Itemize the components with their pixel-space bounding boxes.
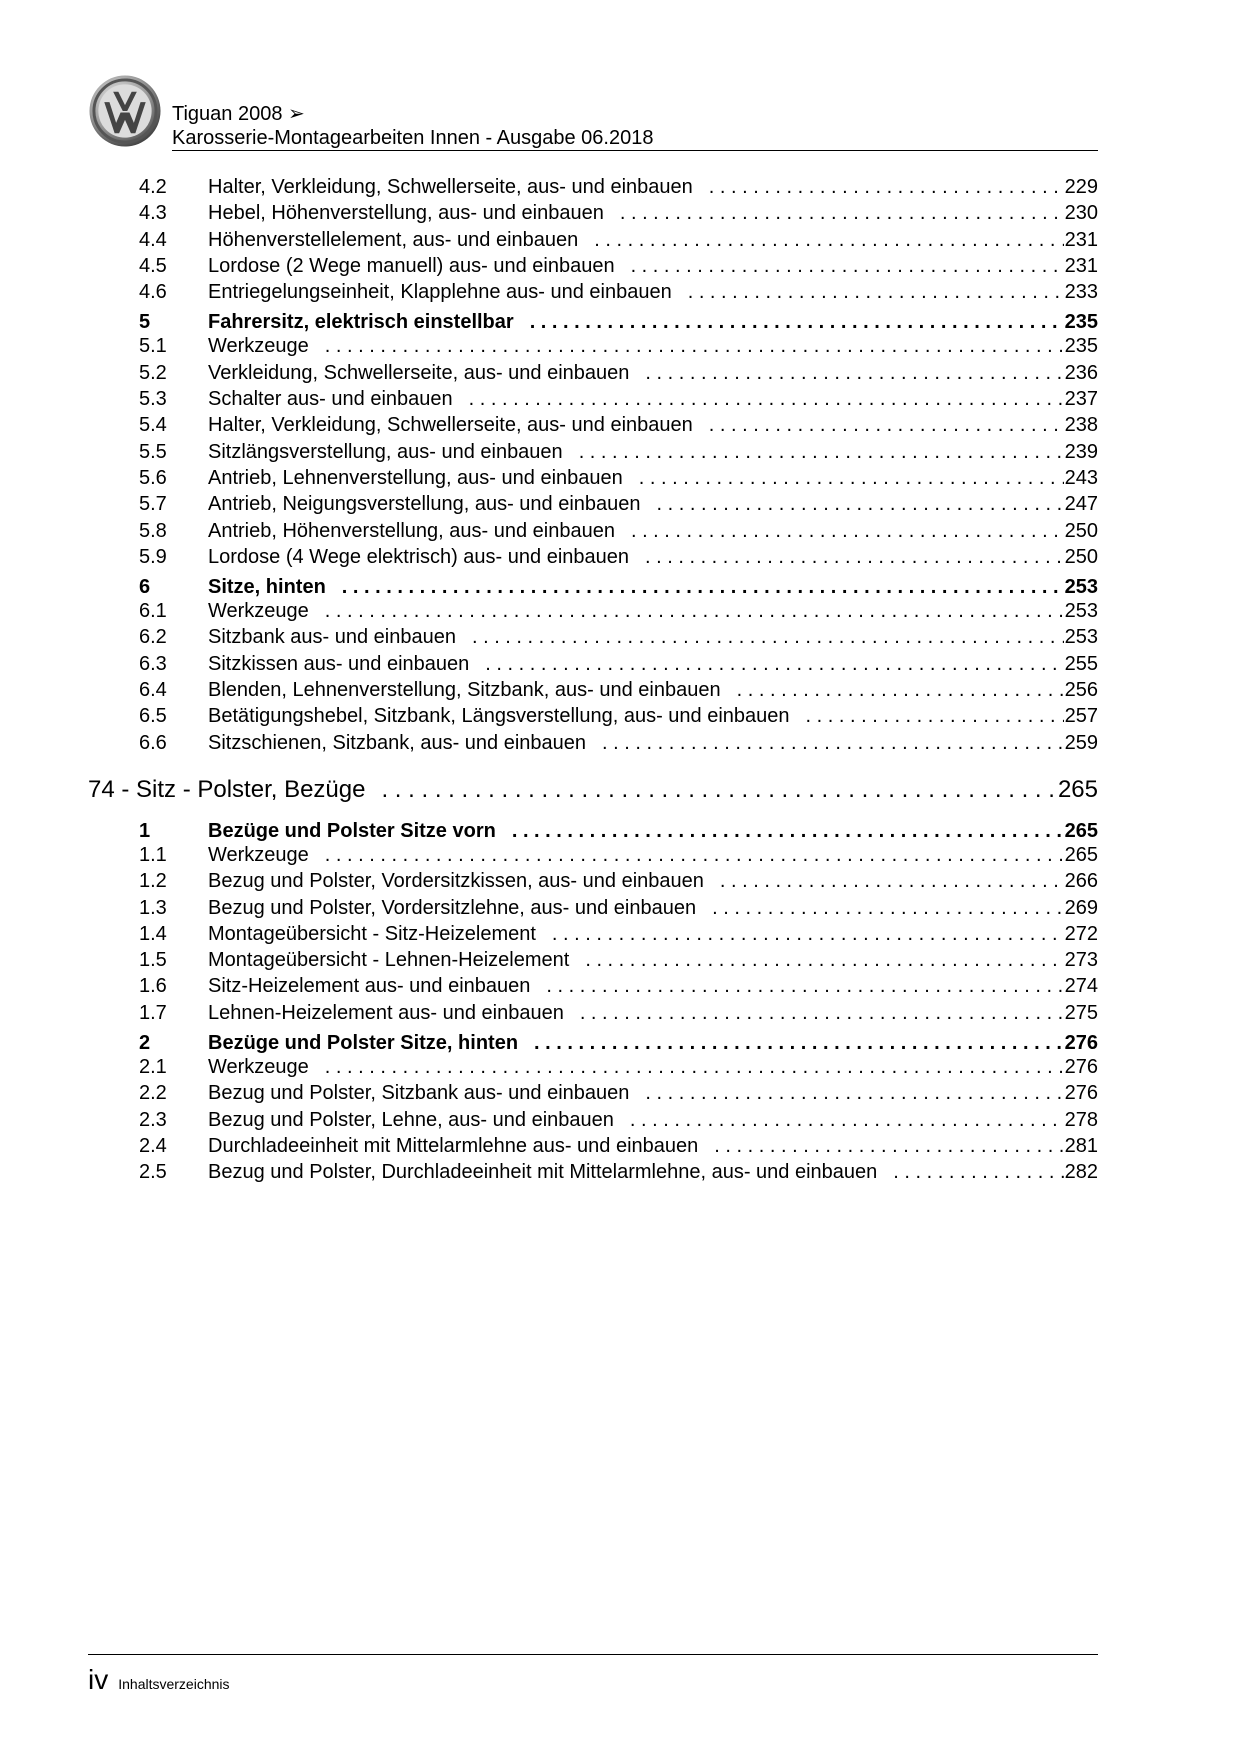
toc-page: 247: [1064, 493, 1098, 516]
toc-title: Sitzkissen aus- und einbauen: [208, 652, 470, 675]
toc-leader-dots: [485, 651, 1064, 677]
toc-page: 235: [1064, 311, 1098, 334]
toc-page: 276: [1064, 1032, 1098, 1055]
toc-entry[interactable]: [0, 947, 1240, 973]
toc-number: 1.6: [139, 975, 167, 998]
toc-leader-dots: [712, 895, 1064, 921]
toc-leader-dots: [639, 465, 1064, 491]
toc-entry[interactable]: [0, 518, 1240, 544]
header-model: Tiguan 2008 ➢: [172, 103, 305, 125]
toc-section[interactable]: [0, 305, 1240, 333]
toc-title: Werkzeuge: [208, 843, 309, 866]
toc-leader-dots: [472, 624, 1064, 650]
toc-title: Betätigungshebel, Sitzbank, Längsverstellung, aus- und einbauen: [208, 705, 790, 728]
vw-logo: [88, 74, 162, 148]
toc-entry[interactable]: [0, 1159, 1240, 1185]
toc-page: 253: [1064, 626, 1098, 649]
toc-number: 6.6: [139, 731, 167, 754]
toc-number: 5.9: [139, 545, 167, 568]
toc-page: 229: [1064, 176, 1098, 198]
toc-page: 281: [1064, 1134, 1098, 1157]
toc-number: 1.5: [139, 949, 167, 972]
toc-title: Bezüge und Polster Sitze vorn: [208, 819, 496, 842]
toc-title: Montageübersicht - Sitz-Heizelement: [208, 922, 536, 945]
toc-number: 5.4: [139, 414, 167, 437]
toc-page: 265: [1064, 843, 1098, 866]
toc-number: 5.3: [139, 388, 167, 411]
toc-leader-dots: [580, 1000, 1064, 1026]
toc-leader-dots: [620, 200, 1064, 226]
toc-leader-dots: [709, 174, 1064, 200]
toc-page: 274: [1064, 975, 1098, 998]
toc-number: 2.4: [139, 1134, 167, 1157]
toc-title: Montageübersicht - Lehnen-Heizelement: [208, 949, 570, 972]
toc-leader-dots: [325, 598, 1064, 624]
toc-entry[interactable]: [0, 1080, 1240, 1106]
toc-title: Antrieb, Neigungsverstellung, aus- und einbauen: [208, 493, 641, 516]
toc-page: 250: [1064, 519, 1098, 542]
toc-page: 256: [1064, 679, 1098, 702]
toc-number: 6.5: [139, 705, 167, 728]
toc-title: Bezug und Polster, Vordersitzkissen, aus- und einbauen: [208, 870, 704, 893]
toc-title: Sitz-Heizelement aus- und einbauen: [208, 975, 531, 998]
toc-title: Höhenverstellelement, aus- und einbauen: [208, 228, 579, 251]
toc-title: Sitzlängsverstellung, aus- und einbauen: [208, 440, 563, 463]
toc-entry[interactable]: [0, 703, 1240, 729]
toc-title: Werkzeuge: [208, 600, 309, 623]
toc-title: Fahrersitz, elektrisch einstellbar: [208, 311, 514, 334]
toc-title: Bezug und Polster, Vordersitzlehne, aus- und einbauen: [208, 896, 697, 919]
toc-number: 6: [139, 576, 151, 599]
toc-leader-dots: [806, 703, 1064, 729]
toc-number: 2.2: [139, 1082, 167, 1105]
toc-entry[interactable]: [0, 544, 1240, 570]
toc-title: Werkzeuge: [208, 335, 309, 358]
toc-number: 2: [139, 1032, 151, 1055]
toc-page: 235: [1064, 335, 1098, 358]
toc-page: 282: [1064, 1161, 1098, 1184]
toc-entry[interactable]: [0, 895, 1240, 921]
footer-rule: [88, 1654, 1098, 1655]
toc-title: Bezüge und Polster Sitze, hinten: [208, 1032, 519, 1055]
toc-number: 4.6: [139, 281, 167, 304]
toc-entry[interactable]: [0, 677, 1240, 703]
toc-entry[interactable]: [0, 253, 1240, 279]
toc-section[interactable]: [0, 1026, 1240, 1054]
toc-page: 230: [1064, 202, 1098, 225]
toc-title: Hebel, Höhenverstellung, aus- und einbauen: [208, 202, 604, 225]
toc-entry[interactable]: [0, 174, 1240, 200]
toc-number: 1.2: [139, 870, 167, 893]
toc-page: 231: [1064, 228, 1098, 251]
toc-entry[interactable]: [0, 412, 1240, 438]
page-header: [84, 72, 1098, 152]
toc-leader-dots: [325, 842, 1064, 868]
toc-entry[interactable]: [0, 1107, 1240, 1133]
toc-title: Sitze, hinten: [208, 576, 326, 599]
toc-title: Blenden, Lehnenverstellung, Sitzbank, aus- und einbauen: [208, 679, 721, 702]
toc-leader-dots: [720, 868, 1064, 894]
toc-number: 4.4: [139, 228, 167, 251]
toc-page: 276: [1064, 1056, 1098, 1079]
toc-leader-dots: [737, 677, 1064, 703]
toc-title: Bezug und Polster, Durchladeeinheit mit Mittelarmlehne, aus- und einbauen: [208, 1161, 878, 1184]
toc-page: 259: [1064, 731, 1098, 754]
toc-number: 1.7: [139, 1001, 167, 1024]
header-subtitle: Karosserie-Montagearbeiten Innen - Ausgabe 06.2018: [172, 127, 654, 149]
toc-title: Antrieb, Lehnenverstellung, aus- und einbauen: [208, 466, 623, 489]
toc-number: 6.3: [139, 652, 167, 675]
toc-page: 233: [1064, 281, 1098, 304]
toc-title: Schalter aus- und einbauen: [208, 388, 453, 411]
toc-page: 272: [1064, 922, 1098, 945]
toc-page: 257: [1064, 705, 1098, 728]
toc-number: 1.4: [139, 922, 167, 945]
table-of-contents: [0, 174, 1240, 1186]
toc-number: 2.1: [139, 1056, 167, 1079]
toc-section[interactable]: [0, 570, 1240, 598]
toc-leader-dots: [645, 360, 1064, 386]
toc-number: 4.3: [139, 202, 167, 225]
toc-page: 231: [1064, 254, 1098, 277]
page-footer: [88, 1664, 230, 1696]
toc-entry[interactable]: [0, 386, 1240, 412]
toc-entry[interactable]: [0, 651, 1240, 677]
toc-entry[interactable]: [0, 360, 1240, 386]
toc-entry[interactable]: [0, 868, 1240, 894]
toc-number: 5: [139, 311, 151, 334]
toc-page: 265: [1064, 819, 1098, 842]
toc-page: 273: [1064, 949, 1098, 972]
toc-title: Sitzschienen, Sitzbank, aus- und einbauen: [208, 731, 587, 754]
toc-title: Werkzeuge: [208, 1056, 309, 1079]
footer-page-number: iv: [88, 1664, 109, 1695]
toc-title: Durchladeeinheit mit Mittelarmlehne aus- und einbauen: [208, 1134, 699, 1157]
toc-number: 4.5: [139, 254, 167, 277]
toc-entry[interactable]: [0, 973, 1240, 999]
toc-leader-dots: [602, 730, 1064, 756]
toc-entry[interactable]: [0, 200, 1240, 226]
toc-page: 278: [1064, 1108, 1098, 1131]
toc-section[interactable]: [0, 814, 1240, 842]
toc-entry[interactable]: [0, 439, 1240, 465]
toc-number: 5.7: [139, 493, 167, 516]
toc-title: Bezug und Polster, Sitzbank aus- und einbauen: [208, 1082, 630, 1105]
toc-title: Antrieb, Höhenverstellung, aus- und einbauen: [208, 519, 615, 542]
footer-section: Inhaltsverzeichnis: [118, 1676, 230, 1692]
toc-number: 5.6: [139, 466, 167, 489]
toc-leader-dots: [714, 1133, 1064, 1159]
toc-leader-dots: [469, 386, 1064, 412]
toc-leader-dots: [552, 921, 1064, 947]
toc-leader-dots: [657, 491, 1064, 517]
header-text: [172, 102, 653, 150]
toc-leader-dots: [645, 544, 1064, 570]
toc-number: 1.3: [139, 896, 167, 919]
toc-number: 6.1: [139, 600, 167, 623]
toc-number: 2.3: [139, 1108, 167, 1131]
toc-title: Lordose (4 Wege elektrisch) aus- und einbauen: [208, 545, 629, 568]
toc-entry[interactable]: [0, 491, 1240, 517]
toc-title: Entriegelungseinheit, Klapplehne aus- und einbauen: [208, 281, 672, 304]
toc-title: Sitzbank aus- und einbauen: [208, 626, 456, 649]
toc-title: Verkleidung, Schwellerseite, aus- und einbauen: [208, 361, 630, 384]
toc-leader-dots: [631, 518, 1064, 544]
toc-number: 6.2: [139, 626, 167, 649]
toc-leader-dots: [585, 947, 1064, 973]
toc-entry[interactable]: [0, 333, 1240, 359]
toc-page: 276: [1064, 1082, 1098, 1105]
toc-chapter[interactable]: [0, 756, 1240, 814]
toc-leader-dots: [893, 1159, 1064, 1185]
toc-leader-dots: [709, 412, 1064, 438]
toc-leader-dots: [688, 279, 1064, 305]
toc-page: 243: [1064, 466, 1098, 489]
toc-number: 1: [139, 819, 151, 842]
toc-entry[interactable]: [0, 465, 1240, 491]
header-rule: [172, 150, 1098, 151]
toc-leader-dots: [579, 439, 1064, 465]
toc-title: Halter, Verkleidung, Schwellerseite, aus- und einbauen: [208, 176, 693, 198]
toc-page: 255: [1064, 652, 1098, 675]
toc-title: Halter, Verkleidung, Schwellerseite, aus- und einbauen: [208, 414, 693, 437]
toc-number: 5.2: [139, 361, 167, 384]
toc-leader-dots: [631, 253, 1064, 279]
toc-entry[interactable]: [0, 279, 1240, 305]
toc-leader-dots: [645, 1080, 1064, 1106]
toc-leader-dots: [594, 227, 1064, 253]
toc-entry[interactable]: [0, 1133, 1240, 1159]
toc-entry[interactable]: [0, 921, 1240, 947]
toc-page: 253: [1064, 600, 1098, 623]
toc-number: 5.8: [139, 519, 167, 542]
toc-page: 237: [1064, 388, 1098, 411]
toc-leader-dots: [630, 1107, 1064, 1133]
toc-title: Lehnen-Heizelement aus- und einbauen: [208, 1001, 564, 1024]
toc-page: 239: [1064, 440, 1098, 463]
toc-page: 266: [1064, 870, 1098, 893]
toc-number: 4.2: [139, 176, 167, 198]
toc-number: 2.5: [139, 1161, 167, 1184]
toc-title: Lordose (2 Wege manuell) aus- und einbauen: [208, 254, 615, 277]
toc-leader-dots: [325, 333, 1064, 359]
toc-page: 238: [1064, 414, 1098, 437]
toc-leader-dots: [381, 778, 1064, 802]
toc-page: 250: [1064, 545, 1098, 568]
toc-number: 6.4: [139, 679, 167, 702]
toc-page: 236: [1064, 361, 1098, 384]
toc-number: 5.1: [139, 335, 167, 358]
toc-entry[interactable]: [0, 1000, 1240, 1026]
toc-page: 253: [1064, 576, 1098, 599]
toc-page: 275: [1064, 1001, 1098, 1024]
toc-entry[interactable]: [0, 1054, 1240, 1080]
toc-entry[interactable]: [0, 598, 1240, 624]
toc-page: 265: [1057, 775, 1098, 803]
toc-title: Bezug und Polster, Lehne, aus- und einbauen: [208, 1108, 614, 1131]
toc-leader-dots: [325, 1054, 1064, 1080]
toc-number: 5.5: [139, 440, 167, 463]
toc-leader-dots: [546, 973, 1064, 999]
toc-entry[interactable]: [0, 624, 1240, 650]
toc-entry[interactable]: [0, 842, 1240, 868]
toc-title: 74 - Sitz - Polster, Bezüge: [88, 775, 366, 803]
toc-entry[interactable]: [0, 227, 1240, 253]
toc-page: 269: [1064, 896, 1098, 919]
toc-entry[interactable]: [0, 730, 1240, 756]
toc-number: 1.1: [139, 843, 167, 866]
